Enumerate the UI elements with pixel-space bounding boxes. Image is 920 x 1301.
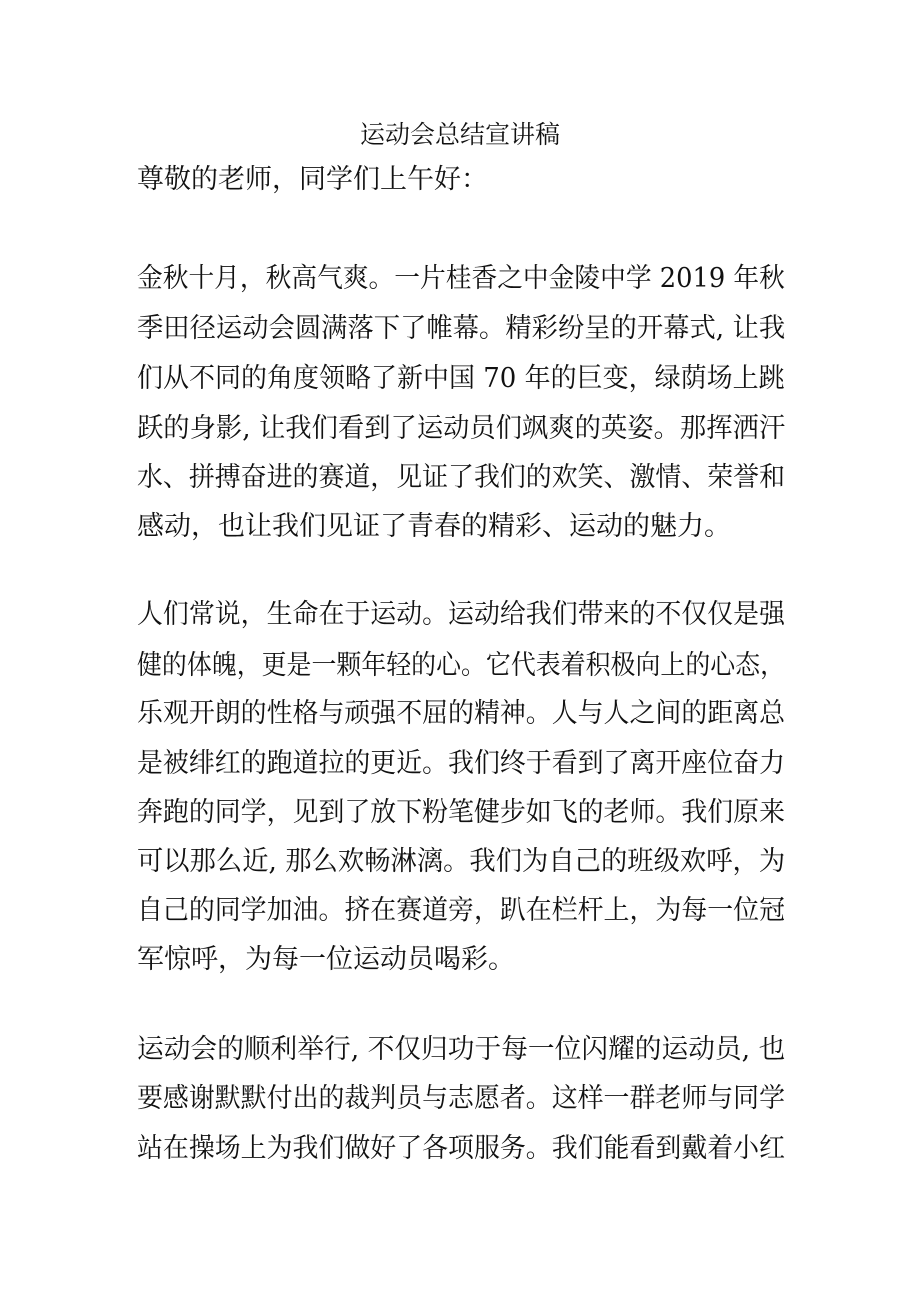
paragraph-line: 自己的同学加油。挤在赛道旁，趴在栏杆上，为每一位冠 [137,895,785,926]
paragraph-line: 要感谢默默付出的裁判员与志愿者。这样一群老师与同学 [137,1083,785,1114]
paragraph-line: 感动，也让我们见证了青春的精彩、运动的魅力。 [137,511,731,542]
paragraph-line: 季田径运动会圆满落下了帷幕。精彩纷呈的开幕式, 让我 [137,313,786,344]
paragraph-line: 军惊呼，为每一位运动员喝彩。 [137,944,515,975]
paragraph-line: 运动会的顺利举行, 不仅归功于每一位闪耀的运动员, 也 [137,1034,786,1065]
paragraph-line: 人们常说，生命在于运动。运动给我们带来的不仅仅是强 [137,599,785,630]
greeting-line: 尊敬的老师，同学们上午好： [137,164,488,195]
paragraph-line: 乐观开朗的性格与顽强不屈的精神。人与人之间的距离总 [137,698,785,729]
paragraph-line: 跃的身影, 让我们看到了运动员们飒爽的英姿。那挥洒汗 [137,413,786,444]
document-title: 运动会总结宣讲稿 [359,120,560,149]
paragraph-line: 金秋十月，秋高气爽。一片桂香之中金陵中学 2019 年秋 [137,263,785,294]
paragraph-line: 水、拼搏奋进的赛道，见证了我们的欢笑、激情、荣誉和 [137,462,785,493]
paragraph-line: 可以那么近, 那么欢畅淋漓。我们为自己的班级欢呼，为 [137,846,786,877]
paragraph-line: 健的体魄，更是一颗年轻的心。它代表着积极向上的心态， [137,650,786,681]
paragraph-line: 是被绯红的跑道拉的更近。我们终于看到了离开座位奋力 [137,748,785,779]
paragraph-line: 们从不同的角度领略了新中国 70 年的巨变，绿荫场上跳 [137,363,785,394]
paragraph-line: 奔跑的同学，见到了放下粉笔健步如飞的老师。我们原来 [137,797,785,828]
paragraph-line: 站在操场上为我们做好了各项服务。我们能看到戴着小红 [137,1133,785,1164]
